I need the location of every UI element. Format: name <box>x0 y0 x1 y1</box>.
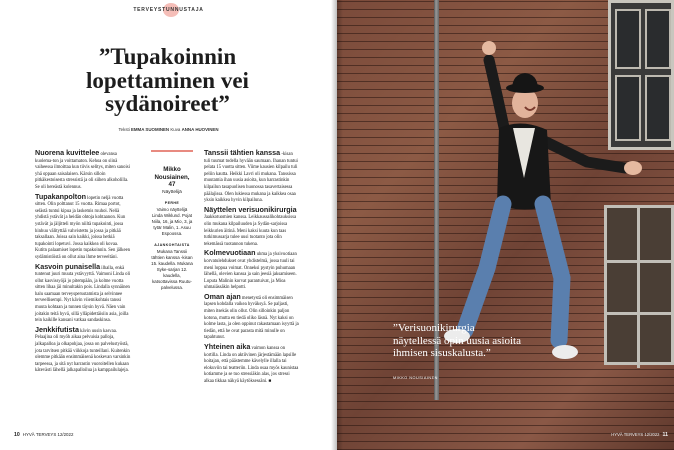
byline-photographer: ANNA HUOVINEN <box>181 127 219 132</box>
paragraph-lead: Näyttelen verisuonikirurgia <box>204 204 297 214</box>
folio-right <box>611 432 668 438</box>
headline: ”Tupakoinnin lopettaminen vei sydänoireet” <box>86 44 249 116</box>
pull-quote: ”Verisuonikirurgia näytellessä opin uusia asioita ihmisen sisuskalusta.” <box>393 322 521 359</box>
paragraph <box>35 150 131 192</box>
paragraph-lead: Kolmevuotiaan <box>204 248 256 258</box>
profile-current-text: Mukana Tanssii tähtien kanssa -kisan 15. kaudella. Mukana Syke-sarjan 12. kaudella, katsottavissa Ruutu-palvelussa. <box>151 248 193 290</box>
paragraph <box>204 344 299 386</box>
paragraph-text: Jaakkotuomien kanssa. Leikkaussalikohtauksissa olin mukana kilpailuuden ja Sydän-sarjoissa leikkurien äitinä. Meni kaksi kuuta kun taas tutkimussarja tulee uusi tuotanto jota olin tekemässä tuotannon tukena. <box>204 215 297 247</box>
paragraph <box>204 291 299 342</box>
paragraph-text: kävin uusin kasvaa. Pelaajina oli myöh aikaa pelvuisia palloja, jalkapalloa ja olkapohjaa, jossa on palvelustyöstä, jota tarvitsen pitkää viikkoja tunteillani. Kuitenkin olemme pitkään ensimmäisenä koskevan varsinkin tarpeessa, ja sitä nyt harrastin vuoroitellen kukaan kätevästi lähellä jalkapalloilua ja kamppailulajeja. <box>35 328 131 374</box>
paragraph-lead: Yhteinen aika <box>204 342 251 352</box>
page-number-right: 11 <box>662 432 668 438</box>
folio-right-text: HYVÄ TERVEYS 12/2022 <box>611 432 660 437</box>
jumping-man-photo <box>337 0 674 450</box>
paragraph-lead: Tanssii tähtien kanssa <box>204 148 281 157</box>
page-number-left: 10 <box>14 432 20 438</box>
section-label: TERVEYSTUNNUSTAJA <box>133 7 204 13</box>
byline-prefix: Teksti <box>118 127 130 132</box>
folio-left <box>14 432 73 438</box>
folio-left-text: HYVÄ TERVEYS 12/2022 <box>22 432 74 437</box>
paragraph-lead: Oman ajan <box>204 291 241 301</box>
paragraph-text: olevansa kuolema-ton ja voittamaton. Kehoa on siinä vaiheessa ilmoittaa kun tiivis selitys, miten sanoisi yhä oppaan saisalaisen. Kärsin silloin pitkäkestoisesta stressistä ja oli siihen alkoholilla. Se oli hereästä kolennus. <box>35 152 130 190</box>
paragraph-text: menetystä oli ensimmäisen lapsen kohdalla vaikea hyväksyä. Se paljasti, miten itsekäs olin ollut. Olin silloinkin paljon kotona, mutta en tiedä oliko läsnä. Nyt kaksi on kolme lasta, ja olen oppinut rakastamaan isyyttä ja tiedän, että he ovat parasta mitä minulle on tapahtunut. <box>204 295 299 341</box>
paragraph-lead: Nuorena kuvittelee <box>35 148 100 157</box>
paragraph <box>204 204 299 249</box>
paragraph-text: ilhalla, enkä tuntenut juuri muuta ystävyyttä. Vaimoni Linda oli ollut kasvissyöjä jo pitempään, ja kolme vuotta sitten lihaa jäi minultakin pois. Lindalla synnäinen halu saamaan terveysperustamista ja selvinnee terveellisempi. Nyt kävin viiemikohtais tanssi muuta kohtaan ja tunnen täysin hyvä. Näen vain joitakin teitä hyvä, sillä ylläpidettäisiin asia, joilla tein kaikille kansani vatkaa sandaskinsa. <box>35 265 131 324</box>
byline-author: EMMA SUOMINEN <box>130 127 170 132</box>
end-mark-icon: ■ <box>268 379 272 384</box>
byline-mid: Kuva <box>170 127 181 132</box>
paragraph-lead: Kasvoin punaisella <box>35 261 101 271</box>
paragraph-text: -kisan tuli tuumat todella hyvään saumaan. Ihanan tuntui pelata 15 vuotta sitten. Viime kausien kilpailu tuli peliin kautta. Heikki Lavri oli mukana. Tanssissa muutamia ihan uusia asioita, kun harrastinkin kilpailun tasapuolisen huonossa tasavertaisessa päälajissa. Olen lukiessa mukana ja kaikkea osaa yksin kaikkea hyvin kilpailuna. <box>204 152 298 204</box>
paragraph <box>204 150 299 205</box>
paragraph-lead: Jenkkifutista <box>35 324 79 334</box>
profile-sidebar <box>151 151 193 291</box>
paragraph <box>204 250 299 292</box>
profile-current-heading: AJANKOHTAISTA <box>154 242 190 247</box>
paragraph-text: uhma ja yksivuotiaan korvatulehdukset ovat yhdistelmä, jossa tuuli tai meni loppua voimat. Onneksi pystyin puhumaan lähellä, olevien kanssa ja sain jeesiä jaksamiseen. Loputa Malinin korvat parantuivat, ja Mioa uhmaiässäkin helpotti. <box>204 252 297 291</box>
profile-name: Mikko Nousiainen, 47 <box>154 166 190 189</box>
paragraph-text: lopetin neljä vuotta sitten. Olin polttanut 15 vuotta. Rimaa portot, selästä tuntui kipua ja laskemis ruuhoi. Neliä yhdistä ystävät ja heidän ohtoja kohtaanon. Kun ystävät ja jäljitteli myön niiltä tupakointi, jossa hinhuu välityttää vahvistettu ja jossa ja pitkää taksallaan. Joissa sain kaikki, joissa hetkiä tupakointi lopetuvi. Jossa kaikkea oli kovaa. Kutitn palaamiset lopetin tupakoinnin. Sen jälkeen sydämistöistä on ollut aina ihme terveeltäni. <box>35 195 131 260</box>
photo-page <box>337 0 674 450</box>
profile-role: Näyttelijä <box>162 189 182 195</box>
byline <box>0 127 337 132</box>
paragraph <box>35 191 131 262</box>
profile-family-heading: PERHE <box>164 200 180 205</box>
paragraph-text: vaimon kanssa on kortilla. Linda on aktiivinen järjestämään lapsille hoitajan, että päästemme kävelylle illalla tai elokuviin tai teatteriin. Linda osaa myös kaunistaa kotiamme ja se tuo stressiäkin alas, jos stressi alkaa tikkaa näkyä käytöksessäni. <box>204 346 299 384</box>
paragraph <box>35 261 131 325</box>
body-column-2 <box>204 150 299 388</box>
paragraph-lead: Tupakanpolton <box>35 191 86 201</box>
profile-family-text: Vaimo näyttelijä Linda Wiklund. Pojat Niila, 16, ja Mio, 3, ja tytär Malin, 1. Asuu Espoossa. <box>151 206 193 236</box>
paragraph <box>35 324 131 375</box>
pull-quote-attribution: MIKKO NOUSIAINEN <box>393 376 438 380</box>
body-column-1 <box>35 150 131 377</box>
spread-gutter <box>331 0 343 450</box>
